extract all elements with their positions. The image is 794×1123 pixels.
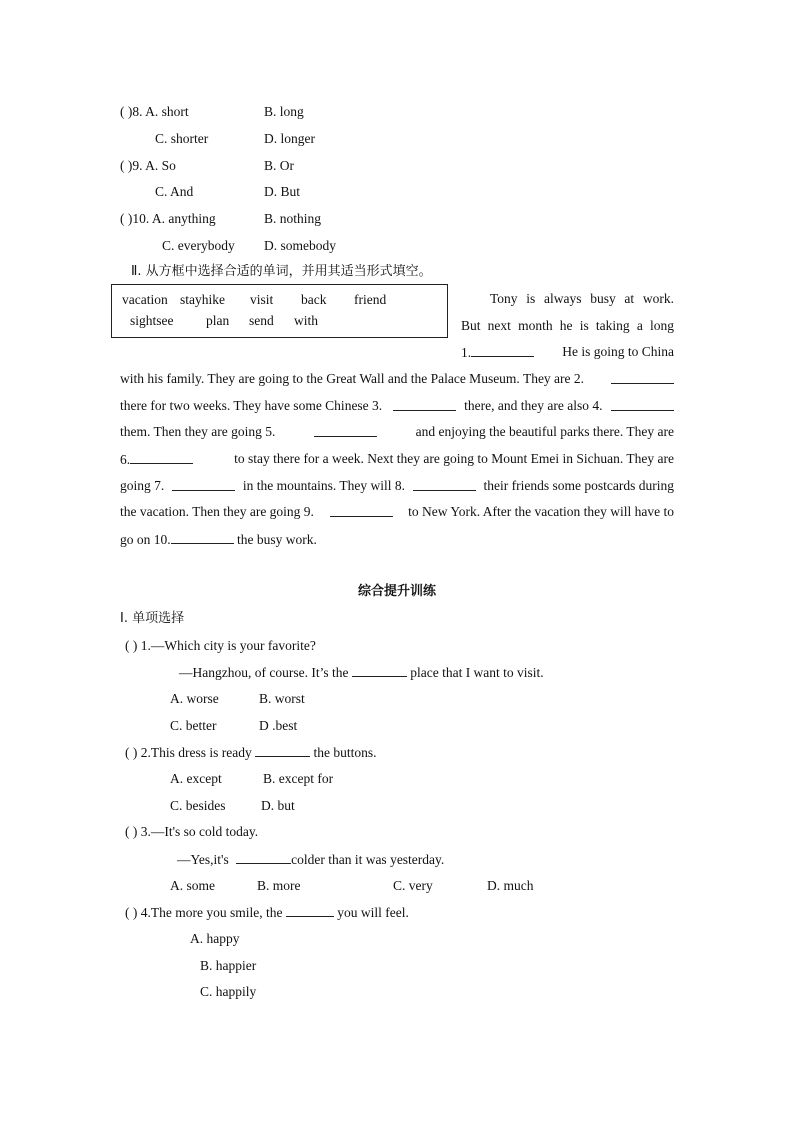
- passage-line-6: [120, 424, 674, 440]
- passage-line-6a: them. Then they are going 5.: [120, 424, 276, 439]
- passage-line-3-text: He is going to China: [562, 344, 674, 359]
- blank-6[interactable]: [130, 451, 193, 464]
- mc-q2-blank[interactable]: [255, 744, 310, 757]
- passage-line-8c: their friends some postcards during: [483, 478, 674, 493]
- blank-9[interactable]: [330, 504, 393, 517]
- mc-q4-stem: [125, 904, 409, 921]
- q10-option-d: D. somebody: [264, 238, 336, 253]
- word-plan: plan: [206, 313, 230, 328]
- passage-line-10: [120, 531, 317, 548]
- mc-q2-stem-b: the buttons.: [313, 745, 377, 760]
- passage-line-10b: the busy work.: [237, 532, 317, 547]
- mc-q1-blank[interactable]: [352, 664, 407, 677]
- mc-q2-stem-a: ( ) 2.This dress is ready: [125, 745, 252, 760]
- blank-1-label: 1.: [461, 345, 472, 360]
- q9-option-d: D. But: [264, 184, 301, 199]
- mc-q1-option-c: C. better: [170, 718, 217, 733]
- passage-line-4: [120, 371, 674, 387]
- mc-q3-answer-a: —Yes,it's: [177, 852, 229, 867]
- mc-q1-option-b: B. worst: [259, 691, 305, 706]
- passage-line-9b: to New York. After the vacation they will have to: [408, 504, 674, 519]
- passage-line-9a: the vacation. Then they are going 9.: [120, 504, 314, 519]
- mc-q1-option-a: A. worse: [170, 691, 219, 706]
- mc-q3-option-d: D. much: [487, 878, 534, 893]
- mc-q4-option-b: B. happier: [200, 958, 257, 973]
- q10-option-b: B. nothing: [264, 211, 322, 226]
- mc-q3-answer: [177, 851, 444, 868]
- blank-3[interactable]: [393, 398, 456, 411]
- passage-line-5: [120, 398, 674, 414]
- mc-q4-option-a: A. happy: [190, 931, 240, 946]
- blank-5[interactable]: [314, 424, 377, 437]
- mc-q2-stem: [125, 744, 376, 761]
- passage-line-5b: there, and they are also 4.: [464, 398, 603, 413]
- section-title: 综合提升训练: [357, 584, 436, 599]
- word-vacation: vacation: [122, 292, 168, 307]
- mc-q3-option-c: C. very: [393, 878, 433, 893]
- q9-option-b: B. Or: [264, 158, 294, 173]
- mc-q1-answer-a: —Hangzhou, of course. It’s the: [179, 665, 349, 680]
- passage-line-2: But next month he is taking a long: [461, 318, 674, 333]
- passage-line-5a: there for two weeks. They have some Chinese 3.: [120, 398, 383, 413]
- q8-option-b: B. long: [264, 104, 304, 119]
- mc-q1-option-d: D .best: [259, 718, 298, 733]
- mc-q1-stem: ( ) 1.—Which city is your favorite?: [125, 638, 316, 653]
- mc-q4-option-c: C. happily: [200, 984, 257, 999]
- blank-1[interactable]: [471, 344, 534, 357]
- mc-q3-blank[interactable]: [236, 851, 291, 864]
- word-visit: visit: [250, 292, 274, 307]
- word-stayhike: stayhike: [180, 292, 225, 307]
- part-i-heading: Ⅰ. 单项选择: [120, 611, 185, 626]
- q8-option-d: D. longer: [264, 131, 315, 146]
- mc-q2-option-d: D. but: [261, 798, 295, 813]
- q8-option-c: C. shorter: [155, 131, 209, 146]
- q10-stem: ( )10. A. anything: [120, 211, 216, 226]
- blank-8[interactable]: [413, 478, 476, 491]
- passage-line-9: [120, 504, 674, 520]
- word-friend: friend: [354, 292, 387, 307]
- word-send: send: [249, 313, 274, 328]
- mc-q4-blank[interactable]: [286, 904, 334, 917]
- q9-option-c: C. And: [155, 184, 194, 199]
- q9-stem: ( )9. A. So: [120, 158, 176, 173]
- passage-line-7a: 6.: [120, 452, 131, 467]
- mc-q2-option-c: C. besides: [170, 798, 226, 813]
- blank-2[interactable]: [611, 371, 674, 384]
- blank-4[interactable]: [611, 398, 674, 411]
- mc-q3-option-a: A. some: [170, 878, 215, 893]
- passage-line-4-text: with his family. They are going to the Great Wall and the Palace Museum. They are 2.: [120, 371, 585, 386]
- passage-line-7: [120, 451, 674, 468]
- passage-line-1: Tony is always busy at work.: [490, 291, 674, 306]
- mc-q3-option-b: B. more: [257, 878, 301, 893]
- mc-q1-answer: [179, 664, 544, 681]
- q8-stem: ( )8. A. short: [120, 104, 189, 119]
- blank-10[interactable]: [171, 531, 234, 544]
- mc-q4-stem-b: you will feel.: [337, 905, 409, 920]
- word-back: back: [301, 292, 327, 307]
- passage-line-8b: in the mountains. They will 8.: [242, 478, 405, 493]
- passage-line-3: [461, 344, 674, 361]
- mc-q2-option-a: A. except: [170, 771, 222, 786]
- mc-q4-stem-a: ( ) 4.The more you smile, the: [125, 905, 283, 920]
- word-sightsee: sightsee: [130, 313, 174, 328]
- passage-line-7b: to stay there for a week. Next they are going to Mount Emei in Sichuan. They are: [234, 451, 674, 466]
- q10-option-c: C. everybody: [162, 238, 235, 253]
- passage-line-6b: and enjoying the beautiful parks there. They are: [415, 424, 674, 439]
- passage-line-8: [120, 478, 674, 494]
- word-with: with: [294, 313, 319, 328]
- mc-q2-option-b: B. except for: [263, 771, 334, 786]
- mc-q1-answer-b: place that I want to visit.: [410, 665, 544, 680]
- mc-q3-stem: ( ) 3.—It's so cold today.: [125, 824, 259, 839]
- blank-7[interactable]: [172, 478, 235, 491]
- mc-q3-answer-b: colder than it was yesterday.: [291, 852, 445, 867]
- passage-line-8a: going 7.: [120, 478, 165, 493]
- passage-line-10a: go on 10.: [120, 532, 171, 547]
- section-2-heading: Ⅱ. 从方框中选择合适的单词，并用其适当形式填空。: [131, 264, 432, 279]
